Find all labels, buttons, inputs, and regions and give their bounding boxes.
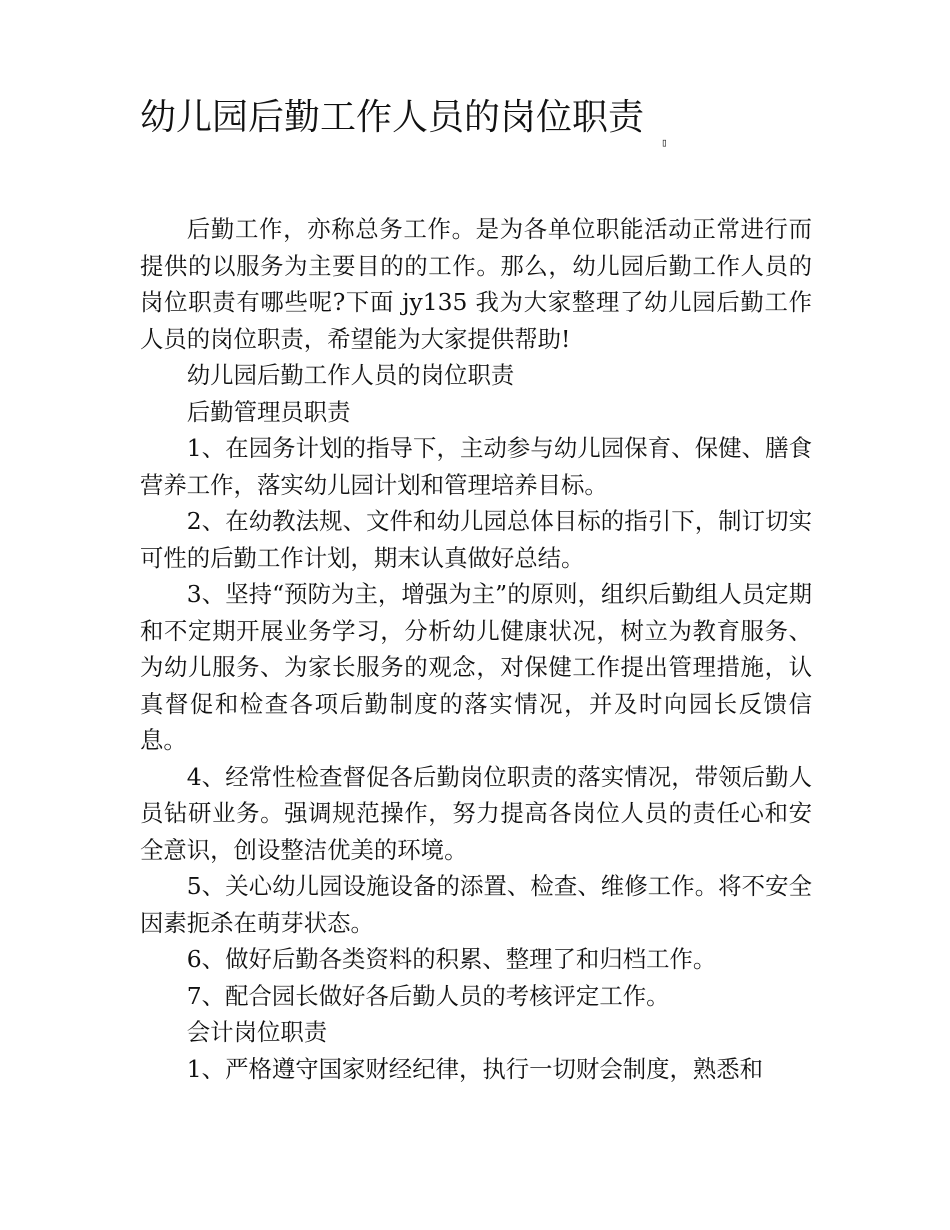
list-item: 2、在幼教法规、文件和幼儿园总体目标的指引下，制订切实可性的后勤工作计划，期末认真做好总结。	[140, 507, 812, 572]
section-heading-logistics-manager: 后勤管理员职责	[186, 397, 351, 426]
placeholder-glyph-icon: ▯	[661, 136, 668, 149]
list-item: 4、经常性检查督促各后勤岗位职责的落实情况，带领后勤人员钻研业务。强调规范操作，努力提高各岗位人员的责任心和安全意识，创设整洁优美的环境。	[140, 762, 812, 864]
list-item: 6、做好后勤各类资料的积累、整理了和归档工作。	[186, 945, 717, 973]
list-item: 1、在园务计划的指导下，主动参与幼儿园保育、保健、膳食营养工作，落实幼儿园计划和管理培养目标。	[140, 434, 812, 499]
list-item: 7、配合园长做好各后勤人员的考核评定工作。	[186, 981, 670, 1010]
document-body	[140, 211, 812, 1087]
section-heading-responsibilities: 幼儿园后勤工作人员的岗位职责	[186, 361, 515, 389]
list-item: 1、严格遵守国家财经纪律，执行一切财会制度，熟悉和	[186, 1054, 764, 1083]
document-title: 幼儿园后勤工作人员的岗位职责	[140, 97, 645, 138]
list-item: 3、坚持“预防为主，增强为主”的原则，组织后勤组人员定期和不定期开展业务学习，分析幼儿健康状况，树立为教育服务、为幼儿服务、为家长服务的观念，对保健工作提出管理措施，认真督促和检查各项后勤制度的落实情况，并及时向园长反馈信息。	[140, 580, 812, 754]
intro-paragraph: 后勤工作，亦称总务工作。是为各单位职能活动正常进行而提供的以服务为主要目的的工作。那么，幼儿园后勤工作人员的岗位职责有哪些呢?下面 jy135 我为大家整理了幼儿园后勤工作人员的岗位职责，希望能为大家提供帮助!	[140, 215, 812, 353]
list-item: 5、关心幼儿园设施设备的添置、检查、维修工作。将不安全因素扼杀在萌芽状态。	[140, 872, 812, 937]
section-heading-accountant: 会计岗位职责	[186, 1018, 328, 1046]
